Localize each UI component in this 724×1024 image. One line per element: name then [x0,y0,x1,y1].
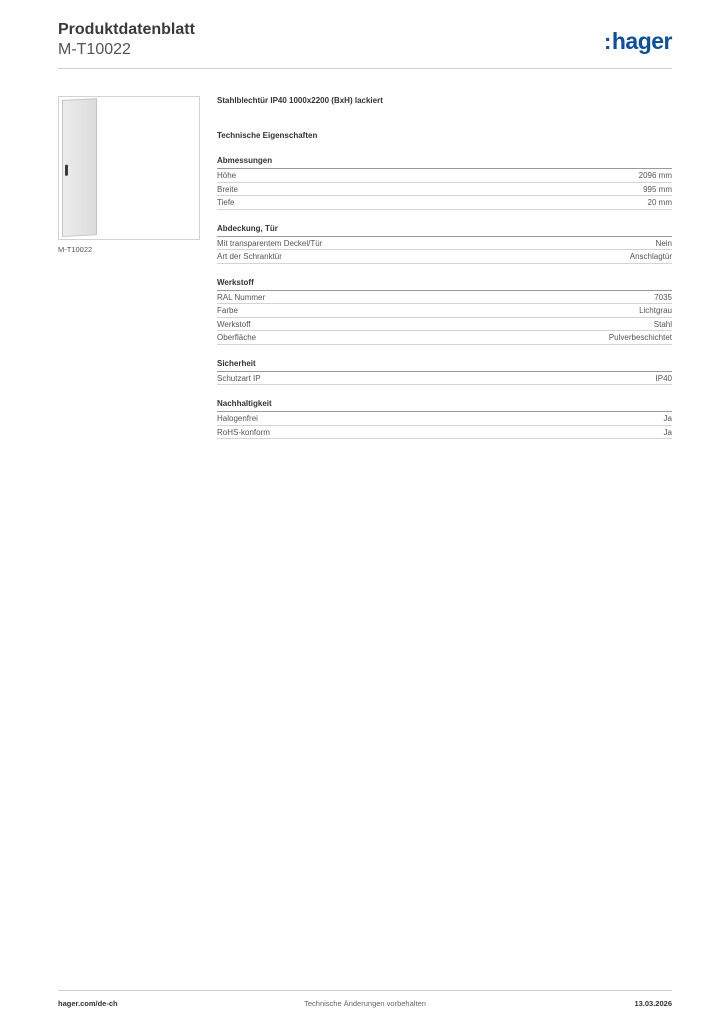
product-description: Stahlblechtür IP40 1000x2200 (BxH) lackiert [217,96,383,105]
properties-sections [217,156,672,439]
property-row [217,196,672,210]
property-section [217,359,672,386]
property-row [217,291,672,305]
footer-note: Technische Änderungen vorbehalten [304,999,426,1008]
property-row [217,183,672,197]
property-section [217,278,672,345]
page-header [58,20,195,60]
footer-website-link[interactable]: hager.com/de-ch [58,999,118,1008]
door-handle-icon [65,165,68,176]
property-value: Pulverbeschichtet [608,333,672,342]
property-label: RAL Nummer [217,292,266,302]
steel-door-image [62,98,97,237]
property-value: 20 mm [647,198,672,207]
property-label: Farbe [217,306,238,315]
property-row [217,331,672,345]
product-image [58,96,200,240]
property-value: Lichtgrau [639,306,672,315]
property-label: Höhe [217,171,237,180]
property-label: Mit transparentem Deckel/Tür [217,238,323,248]
section-title: Abmessungen [217,156,672,169]
property-row [217,412,672,426]
hager-logo[interactable] [604,28,672,55]
property-value: Nein [655,238,672,248]
section-title: Abdeckung, Tür [217,224,672,237]
logo-text: hager [611,28,672,54]
property-value: Stahl [653,319,672,329]
property-row [217,304,672,318]
property-value: Ja [663,427,672,437]
property-value: Ja [663,414,672,423]
property-section [217,399,672,439]
header-divider [58,68,672,69]
property-label: Art der Schranktür [217,252,282,261]
property-row [217,372,672,386]
logo-colon-icon: : [604,29,611,54]
footer-divider [58,990,672,991]
property-label: RoHS-konform [217,427,270,437]
section-title: Nachhaltigkeit [217,399,672,412]
section-title: Werkstoff [217,278,672,291]
property-value: 7035 [654,292,672,302]
image-caption: M-T10022 [58,245,93,254]
property-row [217,250,672,264]
property-label: Breite [217,184,238,194]
property-value: Anschlagtür [629,252,672,261]
property-row [217,426,672,440]
section-title: Sicherheit [217,359,672,372]
property-value: 2096 mm [638,171,672,180]
technical-properties-heading: Technische Eigenschaften [217,131,318,140]
page-title: Produktdatenblatt [58,21,195,38]
product-details [217,96,672,439]
property-value: 995 mm [643,184,672,194]
property-row [217,169,672,183]
property-label: Tiefe [217,198,235,207]
property-row [217,318,672,332]
property-section [217,156,672,210]
footer-date: 13.03.2026 [634,999,672,1008]
property-label: Werkstoff [217,319,251,329]
property-label: Oberfläche [217,333,257,342]
property-value: IP40 [655,373,672,383]
property-label: Halogenfrei [217,414,258,423]
product-code: M-T10022 [58,41,131,58]
property-section [217,224,672,264]
property-label: Schutzart IP [217,373,261,383]
property-row [217,237,672,251]
